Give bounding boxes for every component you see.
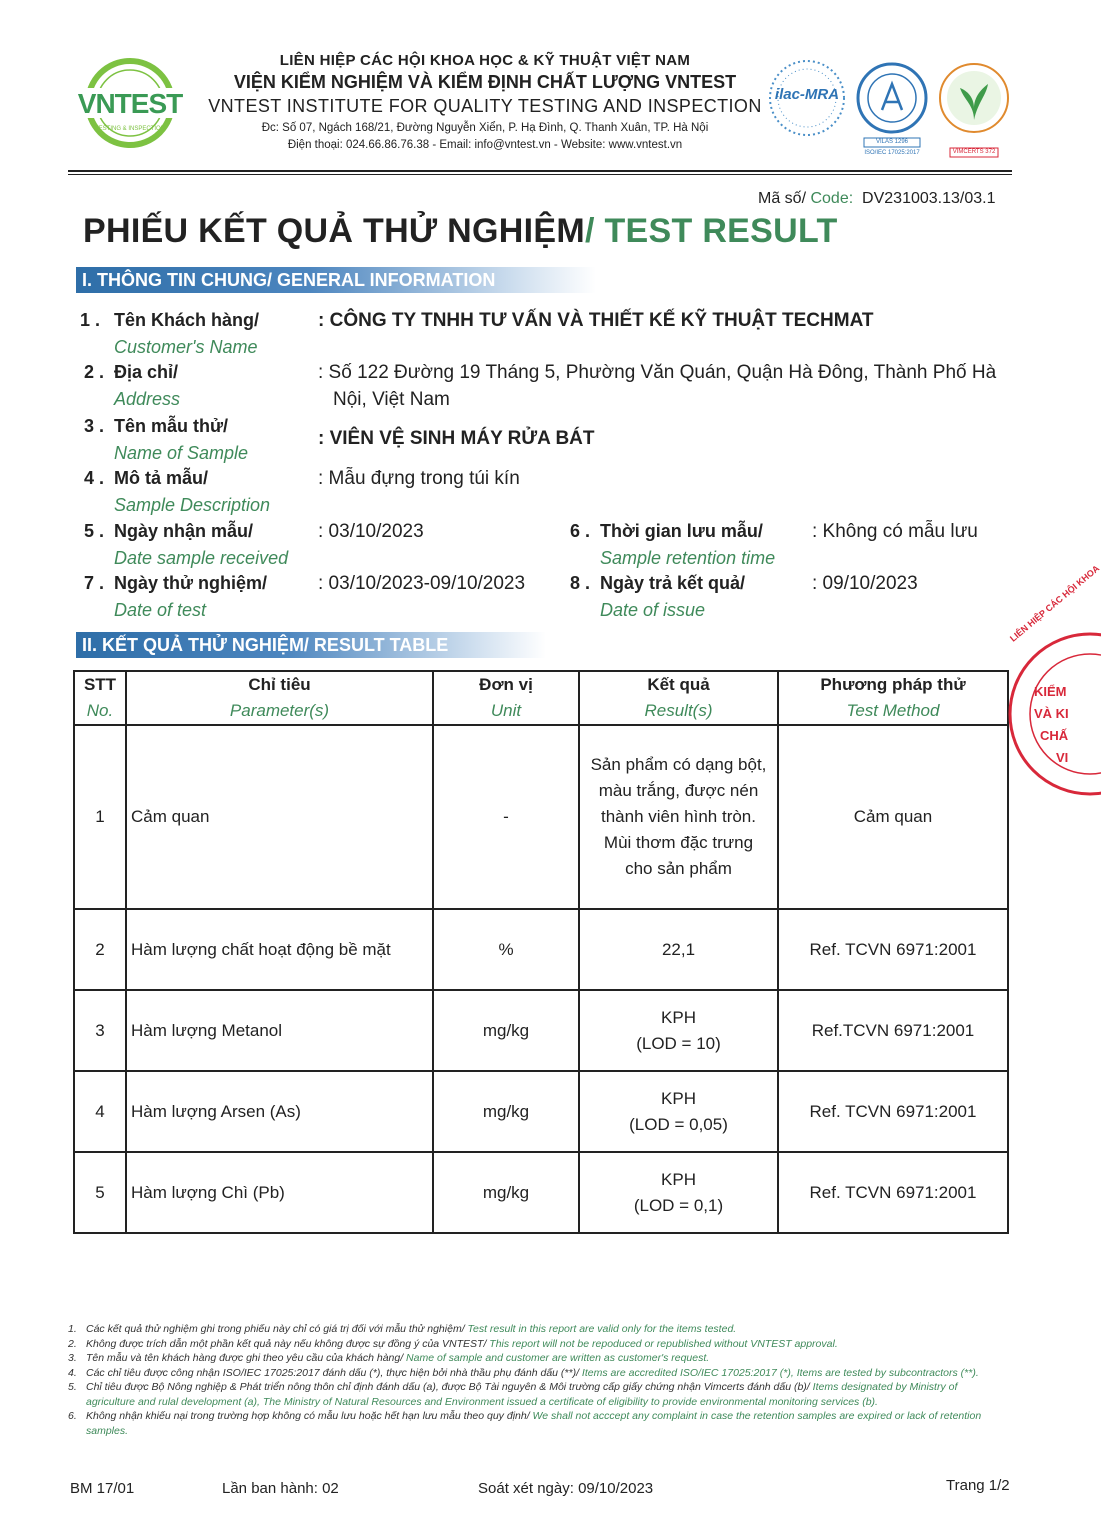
code-value: DV231003.13/03.1 [862, 190, 996, 207]
field-number: 4 . [84, 468, 105, 488]
footnote-en: Test result in this report are valid only for the items tested. [464, 1323, 737, 1335]
sample-name-value: : VIÊN VỆ SINH MÁY RỬA BÁT [318, 428, 595, 449]
header-institute-vi: VIỆN KIỂM NGHIỆM VÀ KIỂM ĐỊNH CHẤT LƯỢNG VNTEST [233, 72, 737, 92]
logo-subtext: TESTING & INSPECTION [94, 126, 165, 132]
customer-name-label: Tên Khách hàng/ [114, 310, 260, 330]
test-date-value: : 03/10/2023-09/10/2023 [318, 573, 526, 594]
cell-parameter: Hàm lượng Metanol [126, 990, 433, 1071]
result-line: Sản phẩm có dạng bột, [590, 755, 767, 774]
result-line: KPH [661, 1169, 696, 1189]
sample-description-label-en: Sample Description [114, 495, 271, 515]
header-method [778, 671, 1008, 725]
header-no [74, 671, 126, 725]
page-number: Trang 1/2 [946, 1477, 1010, 1494]
cell-method: Ref. TCVN 6971:2001 [778, 909, 1008, 990]
footnote [68, 1351, 1008, 1366]
stamp-line: VÀ KI [1034, 706, 1069, 721]
date-received-label: Ngày nhận mẫu/ [114, 521, 254, 541]
header-method-vi: Phương pháp thử [820, 675, 966, 694]
sample-name-label: Tên mẫu thử/ [114, 416, 229, 436]
footnote-number: 6. [68, 1410, 77, 1422]
cell-no: 2 [74, 909, 126, 990]
cell-no: 1 [74, 725, 126, 909]
logo-text: VNTEST [77, 88, 183, 119]
review-date: Soát xét ngày: 09/10/2023 [478, 1480, 654, 1497]
footnote-vi: Các kết quả thử nghiệm ghi trong phiếu này chỉ có giá trị đối với mẫu thử nghiệm/ [86, 1323, 465, 1335]
customer-name-label-en: Customer's Name [114, 337, 258, 357]
footnote-number: 1. [68, 1323, 77, 1335]
vntest-logo [70, 54, 190, 152]
footnote-vi: Tên mẫu và tên khách hàng được ghi theo yêu cầu của khách hàng/ [86, 1352, 404, 1364]
vimcerts-logo [934, 60, 1014, 160]
footnote-number: 5. [68, 1381, 77, 1393]
result-table [73, 670, 1009, 1234]
header-address: Đc: Số 07, Ngách 168/21, Đường Nguyễn Xiển, P. Hạ Đình, Q. Thanh Xuân, TP. Hà Nội [261, 122, 709, 134]
cell-parameter: Hàm lượng Arsen (As) [126, 1071, 433, 1152]
cell-result [579, 1071, 778, 1152]
footnote-vi: Không nhận khiếu nại trong trường hợp không có mẫu lưu hoặc hết hạn lưu mẫu theo quy định/ [86, 1410, 530, 1422]
retention-time-label-en: Sample retention time [600, 548, 776, 568]
table-row [74, 1152, 1008, 1233]
footnote [68, 1366, 1008, 1381]
footnote-en: Items designated by Ministry of agriculture and rulal development (a), The Ministry of Natural Resources and Environment issued a certificate of eligibility to provide environmental monitoring services (b). [86, 1381, 958, 1408]
field-number: 3 . [84, 416, 105, 436]
header-parameter-vi: Chỉ tiêu [248, 675, 311, 694]
footnote [68, 1337, 1008, 1352]
sample-description-label: Mô tả mẫu/ [114, 468, 209, 488]
table-row [74, 990, 1008, 1071]
header-contact: Điện thoại: 024.66.86.76.38 - Email: info@vntest.vn - Website: www.vntest.vn [287, 139, 683, 151]
table-header-row [74, 671, 1008, 725]
address-value-line1: : Số 122 Đường 19 Tháng 5, Phường Văn Quán, Quận Hà Đông, Thành Phố Hà [318, 362, 997, 383]
result-line: 22,1 [661, 939, 696, 959]
header-divider [68, 170, 1012, 172]
header-divider-thin [68, 174, 1012, 175]
footnote-en: Name of sample and customer are written as customer's request. [403, 1352, 710, 1364]
header-block [195, 52, 775, 151]
issue-date-label-en: Date of issue [600, 600, 706, 620]
test-date-label: Ngày thử nghiệm/ [114, 573, 268, 593]
footnote [68, 1380, 1008, 1409]
header-no-en: No. [86, 701, 114, 720]
cell-result [579, 725, 778, 909]
footnote [68, 1322, 1008, 1337]
result-line: KPH [661, 1088, 696, 1108]
cell-parameter: Hàm lượng chất hoạt động bề mặt [126, 909, 433, 990]
issue-date-label: Ngày trả kết quả/ [600, 573, 746, 593]
cell-method: Ref.TCVN 6971:2001 [778, 990, 1008, 1071]
page-title [83, 212, 838, 251]
sample-description-value: : Mẫu đựng trong túi kín [318, 468, 520, 489]
cell-unit: mg/kg [433, 1071, 579, 1152]
header-parameter-en: Parameter(s) [229, 701, 330, 720]
edition-number: Lần ban hành: 02 [222, 1480, 339, 1497]
footnote [68, 1409, 1008, 1438]
cell-method: Ref. TCVN 6971:2001 [778, 1071, 1008, 1152]
cell-method: Ref. TCVN 6971:2001 [778, 1152, 1008, 1233]
result-line: (LOD = 0,1) [633, 1195, 724, 1215]
cell-unit: mg/kg [433, 990, 579, 1071]
stamp-line: CHẤ [1040, 728, 1069, 743]
result-line: (LOD = 10) [636, 1033, 721, 1053]
stamp-arc-text: LIÊN HIỆP CÁC HỘI KHOA [1008, 563, 1101, 644]
date-received-label-en: Date sample received [114, 548, 289, 568]
result-line: KPH [661, 1007, 696, 1027]
retention-time-label: Thời gian lưu mẫu/ [600, 521, 763, 541]
header-institute-en: VNTEST INSTITUTE FOR QUALITY TESTING AND INSPECTION [208, 96, 762, 116]
code-label-en: Code: [806, 190, 854, 207]
field-number: 7 . [84, 573, 105, 593]
result-line: (LOD = 0,05) [629, 1114, 728, 1134]
footnote-vi: Chỉ tiêu được Bộ Nông nghiệp & Phát triển nông thôn chỉ định đánh dấu (a), được Bộ Tài nguyên & Môi trường cấp giấy chứng nhận Vimcerts đánh dấu (b)/ [86, 1381, 810, 1393]
table-row [74, 1071, 1008, 1152]
official-stamp [1002, 563, 1101, 802]
issue-date-value: : 09/10/2023 [812, 573, 918, 594]
stamp-line: KIỂM [1034, 684, 1067, 699]
form-number: BM 17/01 [70, 1480, 135, 1497]
footnote-vi: Không được trích dẫn một phần kết quả này nếu không được sự đồng ý của VNTEST/ [86, 1337, 487, 1350]
footnote-en: We shall not acccept any complaint in case the retention samples are expired or lack of retention samples. [86, 1410, 982, 1437]
customer-name-value: : CÔNG TY TNHH TƯ VẤN VÀ THIẾT KẾ KỸ THUẬT TECHMAT [318, 310, 874, 331]
address-label: Địa chỉ/ [114, 362, 179, 382]
header-unit-en: Unit [490, 701, 522, 720]
result-line: cho sản phẩm [625, 859, 732, 878]
cell-result [579, 1152, 778, 1233]
report-code [758, 190, 996, 208]
result-line: Mùi thơm đặc trưng [603, 833, 754, 852]
cell-result [579, 990, 778, 1071]
sample-name-label-en: Name of Sample [114, 443, 249, 463]
header-unit [433, 671, 579, 725]
footnote-en: This report will not be repoduced or republished without VNTEST approval. [486, 1337, 838, 1350]
boa-label: VILAS 1296 [875, 139, 909, 145]
cell-parameter: Cảm quan [126, 725, 433, 909]
cell-parameter: Hàm lượng Chì (Pb) [126, 1152, 433, 1233]
cell-unit: mg/kg [433, 1152, 579, 1233]
retention-time-value: : Không có mẫu lưu [812, 521, 978, 542]
field-number: 5 . [84, 521, 105, 541]
field-number: 2 . [84, 362, 105, 382]
header-result [579, 671, 778, 725]
footnotes [68, 1322, 1008, 1438]
vimcerts-label: VIMCERTS 372 [952, 149, 996, 155]
footnote-number: 3. [68, 1352, 77, 1364]
address-label-en: Address [114, 389, 181, 409]
footnote-number: 4. [68, 1366, 77, 1379]
code-label: Mã số/ [758, 190, 807, 207]
stamp-line: VI [1056, 750, 1069, 765]
ilac-mra-logo [764, 58, 850, 138]
result-line: màu trắng, được nén [598, 781, 759, 800]
result-line: thành viên hình tròn. [600, 807, 756, 826]
field-number: 6 . [570, 521, 591, 541]
table-row [74, 725, 1008, 909]
cell-no: 4 [74, 1071, 126, 1152]
cell-result [579, 909, 778, 990]
footnote-vi: Các chỉ tiêu được công nhận ISO/IEC 17025:2017 đánh dấu (*), thực hiện bởi nhà thầu phụ đánh dấu (**)/ [86, 1366, 579, 1379]
footnote-number: 2. [68, 1337, 77, 1350]
cell-no: 5 [74, 1152, 126, 1233]
table-row [74, 909, 1008, 990]
header-result-vi: Kết quả [647, 675, 710, 694]
boa-label-2: ISO/IEC 17025:2017 [864, 150, 920, 156]
cell-method: Cảm quan [778, 725, 1008, 909]
date-received-value: : 03/10/2023 [318, 521, 424, 542]
test-date-label-en: Date of test [114, 600, 207, 620]
header-no-vi: STT [83, 675, 117, 694]
address-value-line2: Nội, Việt Nam [333, 389, 450, 410]
cell-unit: % [433, 909, 579, 990]
cell-unit: - [433, 725, 579, 909]
footnote-en: Items are accredited ISO/IEC 17025:2017 (*), Items are tested by subcontractors (**). [579, 1366, 979, 1379]
header-result-en: Result(s) [644, 701, 713, 720]
title-en: / TEST RESULT [584, 212, 838, 250]
section-general-information: I. THÔNG TIN CHUNG/ GENERAL INFORMATION [76, 267, 596, 293]
field-number: 1 . [80, 310, 101, 330]
section-result-table: II. KẾT QUẢ THỬ NGHIỆM/ RESULT TABLE [76, 632, 546, 658]
boa-accreditation-logo [852, 60, 932, 160]
header-unit-vi: Đơn vị [479, 675, 533, 694]
header-parameter [126, 671, 433, 725]
ilac-text: ilac-MRA [774, 86, 840, 103]
header-union: LIÊN HIỆP CÁC HỘI KHOA HỌC & KỸ THUẬT VIỆT NAM [279, 52, 691, 69]
header-method-en: Test Method [846, 701, 940, 720]
title-vi: PHIẾU KẾT QUẢ THỬ NGHIỆM [83, 212, 585, 250]
field-number: 8 . [570, 573, 591, 593]
cell-no: 3 [74, 990, 126, 1071]
